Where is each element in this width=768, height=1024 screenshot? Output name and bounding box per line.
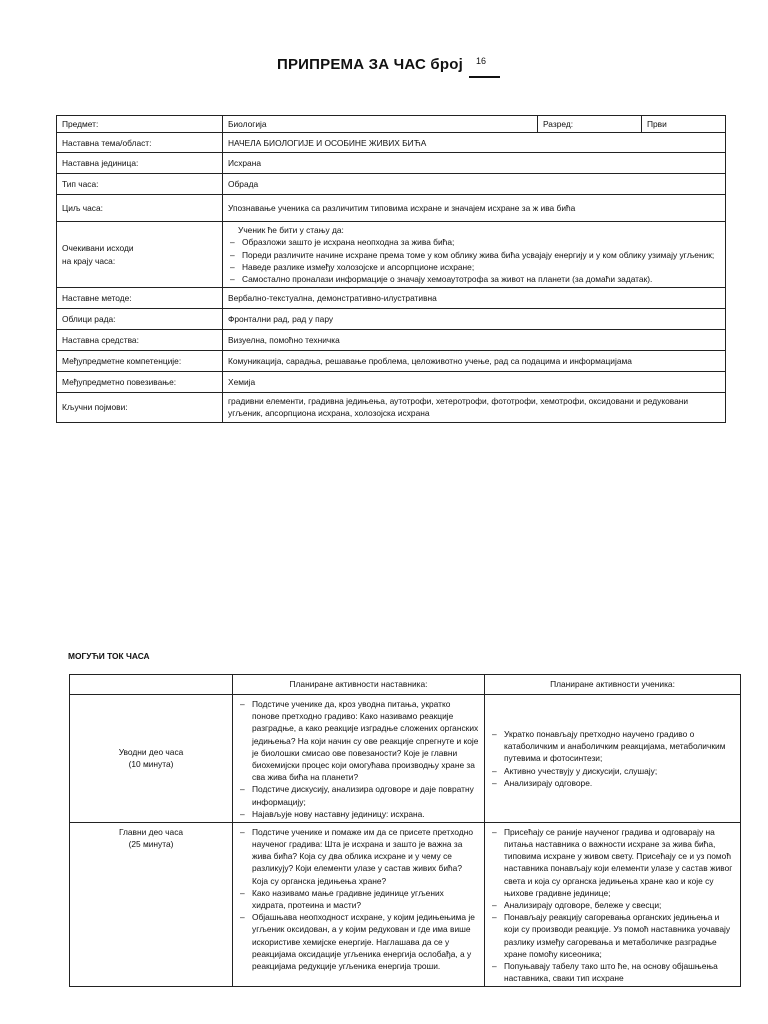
goal-value: Упознавање ученика са различитим типовима исхране и значајем исхране за ж ива бића	[223, 195, 726, 222]
table-row	[57, 351, 726, 372]
key-terms-value: градивни елементи, градивна једињења, аутотрофи, хетеротрофи, фототрофи, хемотрофи, оксидовани и редуковани угљеник, апсорпциона исхрана, холозојска исхрана	[223, 393, 726, 422]
lesson-flow-table	[69, 674, 741, 987]
type-value: Обрада	[223, 174, 726, 195]
header-teacher: Планиране активности наставника:	[233, 675, 485, 695]
list-item: – Подстиче ученике и помаже им да се присете претходно наученог градива: Шта је исхрана и зашто је важна за жива бића? Која су два облика исхране и у чему се разликују? Који елементи улазе у састав живих бића? Која су органска једињења хране?	[238, 826, 479, 887]
lesson-info-table	[56, 115, 726, 423]
list-item: – Попуњавају табелу тако што ће, на основу објашњења наставника, сваки тип исхране	[490, 960, 735, 984]
list-item: – Укратко понављају претходно научено градиво о катаболичким и анаболичким реакцијама, метаболичким путевима и фотосинтези;	[490, 728, 735, 765]
list-item: – Анализирају одговоре.	[490, 777, 735, 789]
work-forms-label: Облици рада:	[57, 309, 223, 330]
list-item: – Најављује нову наставну јединицу: исхрана.	[238, 808, 479, 820]
table-row	[57, 153, 726, 174]
correlation-label: Међупредметно повезивање:	[57, 372, 223, 393]
page-title: ПРИПРЕМА ЗА ЧАС број	[276, 56, 463, 73]
list-item: – Присећају се раније наученог градива и одговарају на питања наставника о важности исхране за жива бића, типовима исхране у живом свету. Присећају се и уз помоћ наставника понављају који елементи улазе у састав живог света и која су органска једињења хране као и које су њихове градивне јединице;	[490, 826, 735, 899]
list-item: – Објашњава неопходност исхране, у којим једињењима је угљеник оксидован, а у којим редукован и где има више искористиве хемијске енергије. Наглашава да се у реакцијама оксидације угљеника енергија ослобађа, а у реакцијама редукције угљеника енергија троши.	[238, 911, 479, 972]
methods-value: Вербално-текстуална, демонстративно-илустративна	[223, 288, 726, 309]
list-item: – Активно учествују у дискусији, слушају;	[490, 765, 735, 777]
main-teacher-activities	[233, 822, 485, 986]
grade-value: Први	[642, 116, 726, 133]
list-item: – Понављају реакцију сагоревања органских једињења и који су производи реакције. Уз помоћ наставника уочавају разлику између сагоревања и метаболичке разградње хране помоћу кисеоника;	[490, 911, 735, 960]
unit-label: Наставна јединица:	[57, 153, 223, 174]
list-item: – Самостално проналази информације о значају хемоаутотрофа за живот на планети (за домаћи задатак).	[228, 273, 720, 285]
subject-value: Биологија	[223, 116, 538, 133]
lesson-number-underline	[469, 76, 500, 78]
intro-student-activities	[485, 695, 741, 823]
work-forms-value: Фронтални рад, рад у пару	[223, 309, 726, 330]
table-row	[70, 822, 741, 986]
correlation-value: Хемија	[223, 372, 726, 393]
list-item: – Наведе разлике између холозојске и апсорпционе исхране;	[228, 261, 720, 273]
list-item: – Анализирају одговоре, бележе у свесци;	[490, 899, 735, 911]
topic-label: Наставна тема/област:	[57, 133, 223, 153]
list-item: – Подстиче ученике да, кроз уводна питања, укратко понове претходно градиво: Како називамо реакције разградње, а како реакције изградње сложених органских једињења? На који начин су ове реакције спрегнуте и које је биолошки смисао ове повезаности? Које је главни биохемијски процес који омогућава производњу хране за сва жива бића на планети?	[238, 698, 479, 783]
table-row	[57, 288, 726, 309]
grade-label: Разред:	[538, 116, 642, 133]
table-row	[57, 133, 726, 153]
table-row	[57, 174, 726, 195]
table-row	[57, 393, 726, 422]
aids-label: Наставна средства:	[57, 330, 223, 351]
list-item: – Подстиче дискусију, анализира одговоре и даје повратну информацију;	[238, 783, 479, 807]
subject-label: Предмет:	[57, 116, 223, 133]
list-item: – Пореди различите начине исхране према томе у ком облику жива бића усвајају енергију и у ком облику узимају угљеник;	[228, 249, 720, 261]
competences-value: Комуникација, сарадња, решавање проблема, целоживотно учење, рад са подацима и информацијама	[223, 351, 726, 372]
outcomes-value	[223, 222, 726, 288]
competences-label: Међупредметне компетенције:	[57, 351, 223, 372]
table-row	[57, 116, 726, 133]
outcomes-label: Очекивани исходи на крају часа:	[57, 222, 223, 288]
type-label: Тип часа:	[57, 174, 223, 195]
table-row	[57, 195, 726, 222]
header-student: Планиране активности ученика:	[485, 675, 741, 695]
table-row	[57, 330, 726, 351]
key-terms-label: Кључни појмови:	[57, 393, 223, 422]
phase-intro: Уводни део часа (10 минута)	[70, 695, 233, 823]
methods-label: Наставне методе:	[57, 288, 223, 309]
unit-value: Исхрана	[223, 153, 726, 174]
list-item: – Како називамо мање градивне јединице угљених хидрата, протеина и масти?	[238, 887, 479, 911]
goal-label: Циљ часа:	[57, 195, 223, 222]
section-title: МОГУЋИ ТОК ЧАСА	[68, 651, 150, 661]
main-student-activities	[485, 822, 741, 986]
intro-teacher-activities	[233, 695, 485, 823]
lesson-number: 16	[476, 56, 487, 66]
table-row	[57, 222, 726, 288]
topic-value: НАЧЕЛА БИОЛОГИЈЕ И ОСОБИНЕ ЖИВИХ БИЋА	[223, 133, 726, 153]
table-row	[57, 309, 726, 330]
list-item: – Образложи зашто је исхрана неопходна за жива бића;	[228, 236, 720, 248]
phase-main: Главни део часа (25 минута)	[70, 822, 233, 986]
table-header-row	[70, 675, 741, 695]
aids-value: Визуелна, помоћно техничка	[223, 330, 726, 351]
outcomes-intro: Ученик ће бити у стању да:	[238, 225, 344, 236]
table-row	[57, 372, 726, 393]
header-empty-cell	[70, 675, 233, 695]
table-row	[70, 695, 741, 823]
outcomes-list	[228, 236, 720, 285]
